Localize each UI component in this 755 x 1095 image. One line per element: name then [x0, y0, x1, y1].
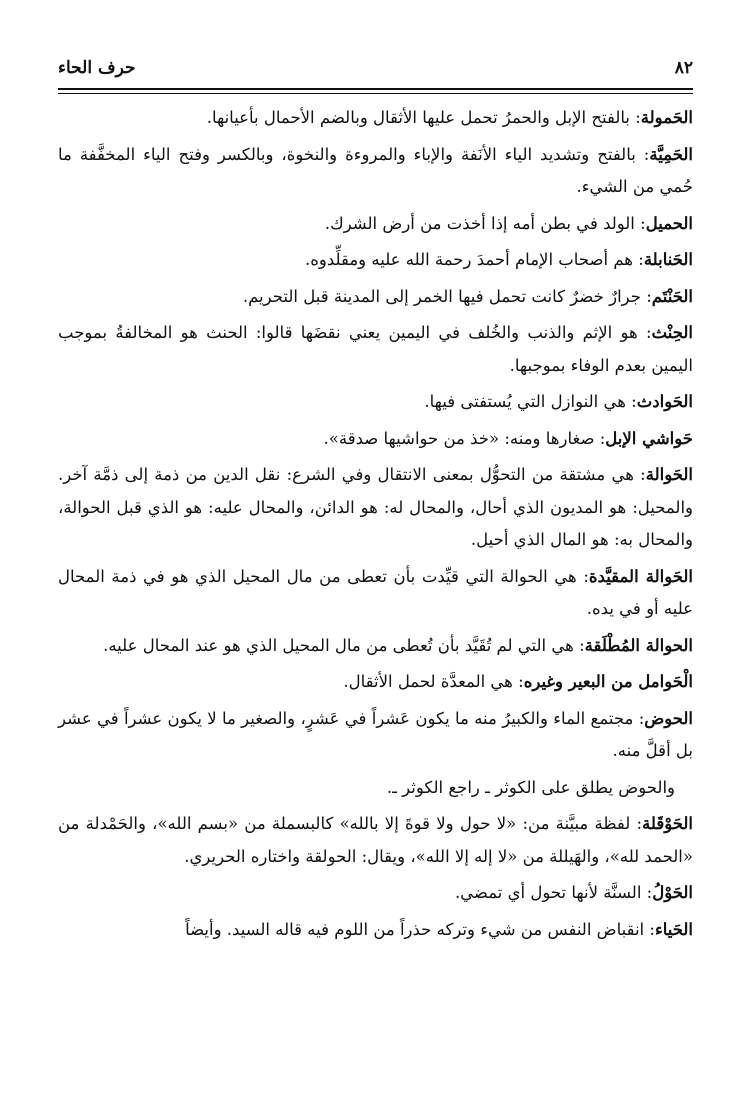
- entry-definition: هو الإثم والذنب والخُلف في اليمين يعني نقضَها قالوا: الحنث هو المخالفةُ بموجب اليمين بعدم الوفاء بموجبها.: [58, 323, 693, 375]
- entry-definition: الولد في بطن أمه إذا أخذت من أرض الشرك.: [324, 213, 635, 233]
- entry-definition: السنَّة لأنها تحول أي تمضي.: [454, 883, 642, 902]
- entry-definition: جرارٌ خضرٌ كانت تحمل فيها الخمر إلى المدينة قبل التحريم.: [242, 286, 641, 306]
- entry-definition: هي المعدَّة لحمل الأثقال.: [343, 672, 513, 691]
- entry: الحَمولة: بالفتح الإبل والحمرُ تحمل عليها الأثقال وبالضم الأحمال بأعيانها.: [206, 108, 693, 127]
- entry-definition: صغارها ومنه: «خذ من حواشيها صدقة».: [323, 428, 595, 448]
- entry-term: الحَياء: [654, 919, 693, 939]
- entry: الحَوالة المقيَّدة: هي الحوالة التي قيِّدت بأن تعطى من مال المحيل الذي هو في ذمة المحال عليه أو في يده.: [58, 566, 694, 618]
- entry-term: الحَوْلُ: [652, 883, 693, 902]
- entry-term: الحَوالة المقيَّدة: [588, 566, 694, 586]
- entry-definition: هي مشتقة من التحوُّل بمعنى الانتقال وفي الشرع: نقل الدين من ذمة إلى ذمَّة آخر. والمحيل: هو المديون الذي أحال، والمحال له: هو الدائن، والمحال عليه: هو الذي قبل الحوالة، والمحال به: هو المال الذي أحيل.: [58, 465, 693, 549]
- entry: حَواشي الإبل: صغارها ومنه: «خذ من حواشيها صدقة».: [323, 428, 693, 448]
- entry: الحوالة المُطْلَقة: هي التي لم تُقَيَّد بأن تُعطى من مال المحيل الذي هو عند المحال عليه.: [103, 635, 693, 655]
- entry: الحَوادث: هي النوازل التي يُستفتى فيها.: [424, 392, 693, 411]
- entry-term: الحِنْث: [651, 323, 693, 342]
- entry: الْحَوامل من البعير وغيره: هي المعدَّة لحمل الأثقال.: [343, 672, 693, 691]
- entry-definition: بالفتح الإبل والحمرُ تحمل عليها الأثقال وبالضم الأحمال بأعيانها.: [206, 108, 630, 127]
- entry: الحَوالة: هي مشتقة من التحوُّل بمعنى الانتقال وفي الشرع: نقل الدين من ذمة إلى ذمَّة آخر. والمحيل: هو المديون الذي أحال، والمحال له: هو الدائن، والمحال عليه: هو الذي قبل الحوالة، والمحال به: هو المال الذي أحيل.: [58, 465, 693, 549]
- entry-term: الحميل: [645, 213, 693, 233]
- entry-term: الحَمِيَّة: [649, 144, 693, 164]
- entry-term: الحَمولة: [640, 108, 693, 127]
- running-title: حرف الحاء: [58, 58, 136, 78]
- entry-definition: هي التي لم تُقَيَّد بأن تُعطى من مال المحيل الذي هو عند المحال عليه.: [103, 635, 574, 655]
- entry-term: الحوالة المُطْلَقة: [584, 635, 693, 655]
- entry-definition: هم أصحاب الإمام أحمدَ رحمة الله عليه ومقلِّدوه.: [305, 250, 634, 269]
- entry-definition: والحوض يطلق على الكوثر ـ راجع الكوثر ـ.: [386, 777, 675, 797]
- entry-term: الحَوْقَلة: [642, 814, 693, 833]
- entry: الحَوْقَلة: لفظة مبيَّنة من: «لا حول ولا قوةَ إلا بالله» كالبسملة من «بسم الله»، والحَمْدلة من «الحمد لله»، والهَيللة من «لا إله إلا الله»، ويقال: الحولقة واختاره الحريري.: [58, 814, 693, 866]
- entry: الحَمِيَّة: بالفتح وتشديد الياء الأنَفة والإباء والمروءة والنخوة، وبالكسر وفتح الياء المخفَّفة ما حُمي من الشيء.: [58, 144, 693, 196]
- entry-term: الحوض: [644, 708, 694, 728]
- entry-term: الحَوادث: [636, 392, 693, 411]
- page-number: ٨٢: [674, 58, 693, 78]
- entry-definition: انقباض النفس من شيء وتركه حذراً من اللوم فيه قاله السيد. وأيضاً: [185, 919, 645, 939]
- entry: الحَنْتَم: جرارٌ خضرٌ كانت تحمل فيها الخمر إلى المدينة قبل التحريم.: [242, 286, 693, 306]
- entry-continuation: [58, 772, 693, 805]
- entry-definition: بالفتح وتشديد الياء الأنَفة والإباء والمروءة والنخوة، وبالكسر وفتح الياء المخفَّفة ما حُمي من الشيء.: [58, 144, 693, 196]
- entry-term: حَواشي الإبل: [605, 428, 693, 448]
- entry-term: الحَنابلة: [643, 250, 693, 269]
- dictionary-entries: [58, 102, 693, 950]
- entry-term: الحَنْتَم: [651, 286, 693, 306]
- entry: الحميل: الولد في بطن أمه إذا أخذت من أرض الشرك.: [324, 213, 693, 233]
- entry-definition: هي النوازل التي يُستفتى فيها.: [424, 392, 626, 411]
- entry-definition: هي الحوالة التي قيِّدت بأن تعطى من مال المحيل الذي هو في ذمة المحال عليه أو في يده.: [58, 566, 693, 618]
- entry: الحِنْث: هو الإثم والذنب والخُلف في اليمين يعني نقضَها قالوا: الحنث هو المخالفةُ بموجب اليمين بعدم الوفاء بموجبها.: [58, 323, 693, 375]
- entry: الحَوْلُ: السنَّة لأنها تحول أي تمضي.: [454, 883, 693, 902]
- entry: الحَياء: انقباض النفس من شيء وتركه حذراً من اللوم فيه قاله السيد. وأيضاً: [185, 919, 693, 939]
- entry-term: الْحَوامل من البعير وغيره: [523, 672, 693, 691]
- page-header: [58, 58, 693, 84]
- entry: الحوض: مجتمع الماء والكبيرُ منه ما يكون عَشراً في عَشرٍ، والصغير ما لا يكون عشراً في عشر بل أقلَّ منه.: [58, 708, 694, 760]
- header-rule-thin: [58, 93, 693, 94]
- header-rule: [58, 88, 693, 90]
- entry: الحَنابلة: هم أصحاب الإمام أحمدَ رحمة الله عليه ومقلِّدوه.: [305, 250, 693, 269]
- entry-definition: مجتمع الماء والكبيرُ منه ما يكون عَشراً في عَشرٍ، والصغير ما لا يكون عشراً في عشر بل أقلَّ منه.: [58, 708, 693, 760]
- entry-term: الحَوالة: [645, 465, 693, 484]
- entry-definition: لفظة مبيَّنة من: «لا حول ولا قوةَ إلا بالله» كالبسملة من «بسم الله»، والحَمْدلة من «الحمد لله»، والهَيللة من «لا إله إلا الله»، ويقال: الحولقة واختاره الحريري.: [58, 814, 693, 866]
